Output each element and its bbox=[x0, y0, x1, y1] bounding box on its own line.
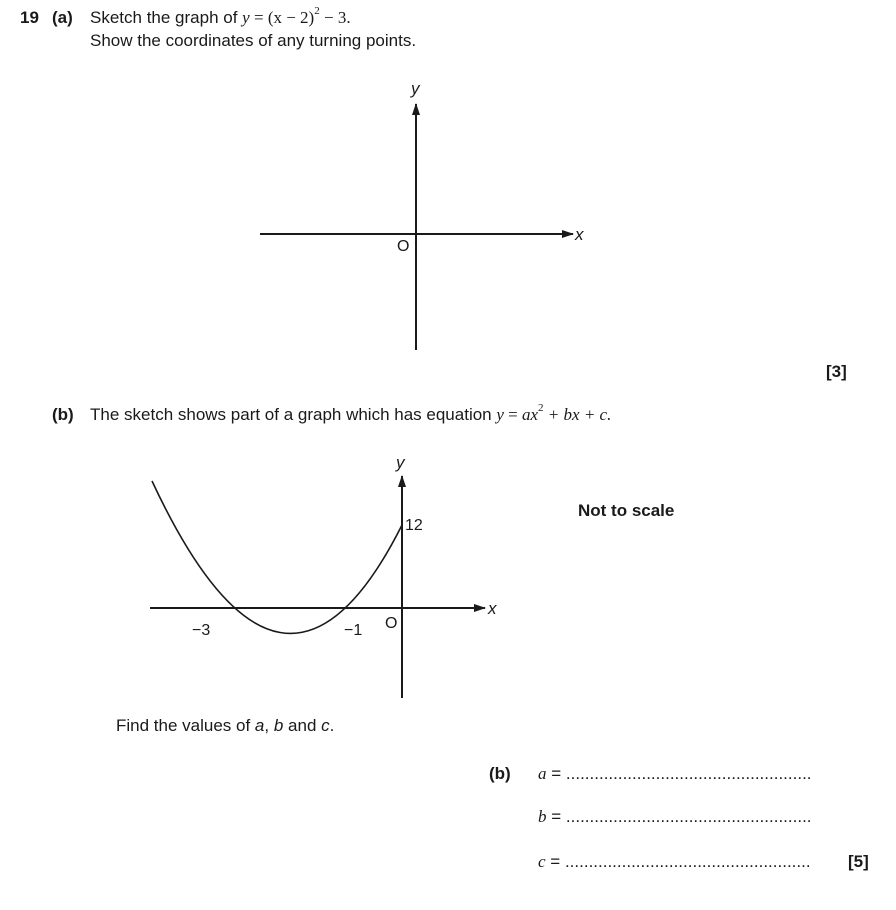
answer-b-line[interactable]: .................................................... bbox=[565, 807, 812, 826]
part-b-find-instruction: Find the values of a, b and c. bbox=[116, 716, 335, 735]
part-a-x-label: x bbox=[575, 225, 584, 244]
part-a-marks: [3] bbox=[826, 362, 847, 381]
part-a-instruction: Show the coordinates of any turning points. bbox=[90, 31, 417, 50]
answer-c-line[interactable]: .................................................... bbox=[564, 852, 811, 871]
part-b-graph bbox=[140, 448, 520, 708]
answer-a-row[interactable] bbox=[538, 764, 812, 784]
answer-b-var: b bbox=[538, 807, 547, 826]
part-b-root1-label: −3 bbox=[192, 622, 211, 639]
part-b-label: (b) bbox=[52, 405, 74, 424]
part-b-equation: $y = ax^2$ + bx + c. bbox=[496, 402, 612, 424]
part-b-prompt-text: The sketch shows part of a graph which has equation bbox=[90, 405, 492, 424]
not-to-scale-note: Not to scale bbox=[578, 501, 675, 520]
part-a-origin: O bbox=[397, 238, 410, 255]
part-b-marks: [5] bbox=[848, 852, 869, 871]
answer-c-row[interactable] bbox=[538, 852, 811, 872]
part-b-x-label: x bbox=[488, 599, 497, 618]
part-a-y-label: y bbox=[411, 79, 420, 98]
part-b-parabola bbox=[152, 481, 402, 633]
part-a-label: (a) bbox=[52, 8, 73, 27]
answer-c-var: c bbox=[538, 852, 546, 871]
part-a-prompt bbox=[90, 5, 351, 28]
answer-b-equals: = bbox=[551, 807, 562, 826]
question-number: 19 bbox=[20, 8, 39, 27]
part-b-prompt bbox=[90, 402, 612, 425]
answer-a-var: a bbox=[538, 764, 547, 783]
answer-a-line[interactable]: .................................................... bbox=[565, 764, 812, 783]
answer-c-equals: = bbox=[550, 852, 561, 871]
answer-b-row[interactable] bbox=[538, 807, 812, 827]
part-b-y-label: y bbox=[396, 453, 405, 472]
part-a-axes bbox=[240, 70, 610, 360]
part-b-intercept-label: 12 bbox=[405, 517, 423, 534]
part-a-equation: $y = (x - 2)^2 - 3$. bbox=[242, 5, 351, 27]
answer-a-equals: = bbox=[551, 764, 562, 783]
part-a-prompt-text: Sketch the graph of bbox=[90, 8, 238, 27]
answer-part-label: (b) bbox=[489, 764, 511, 783]
part-b-origin: O bbox=[385, 615, 398, 632]
part-b-root2-label: −1 bbox=[344, 622, 363, 639]
